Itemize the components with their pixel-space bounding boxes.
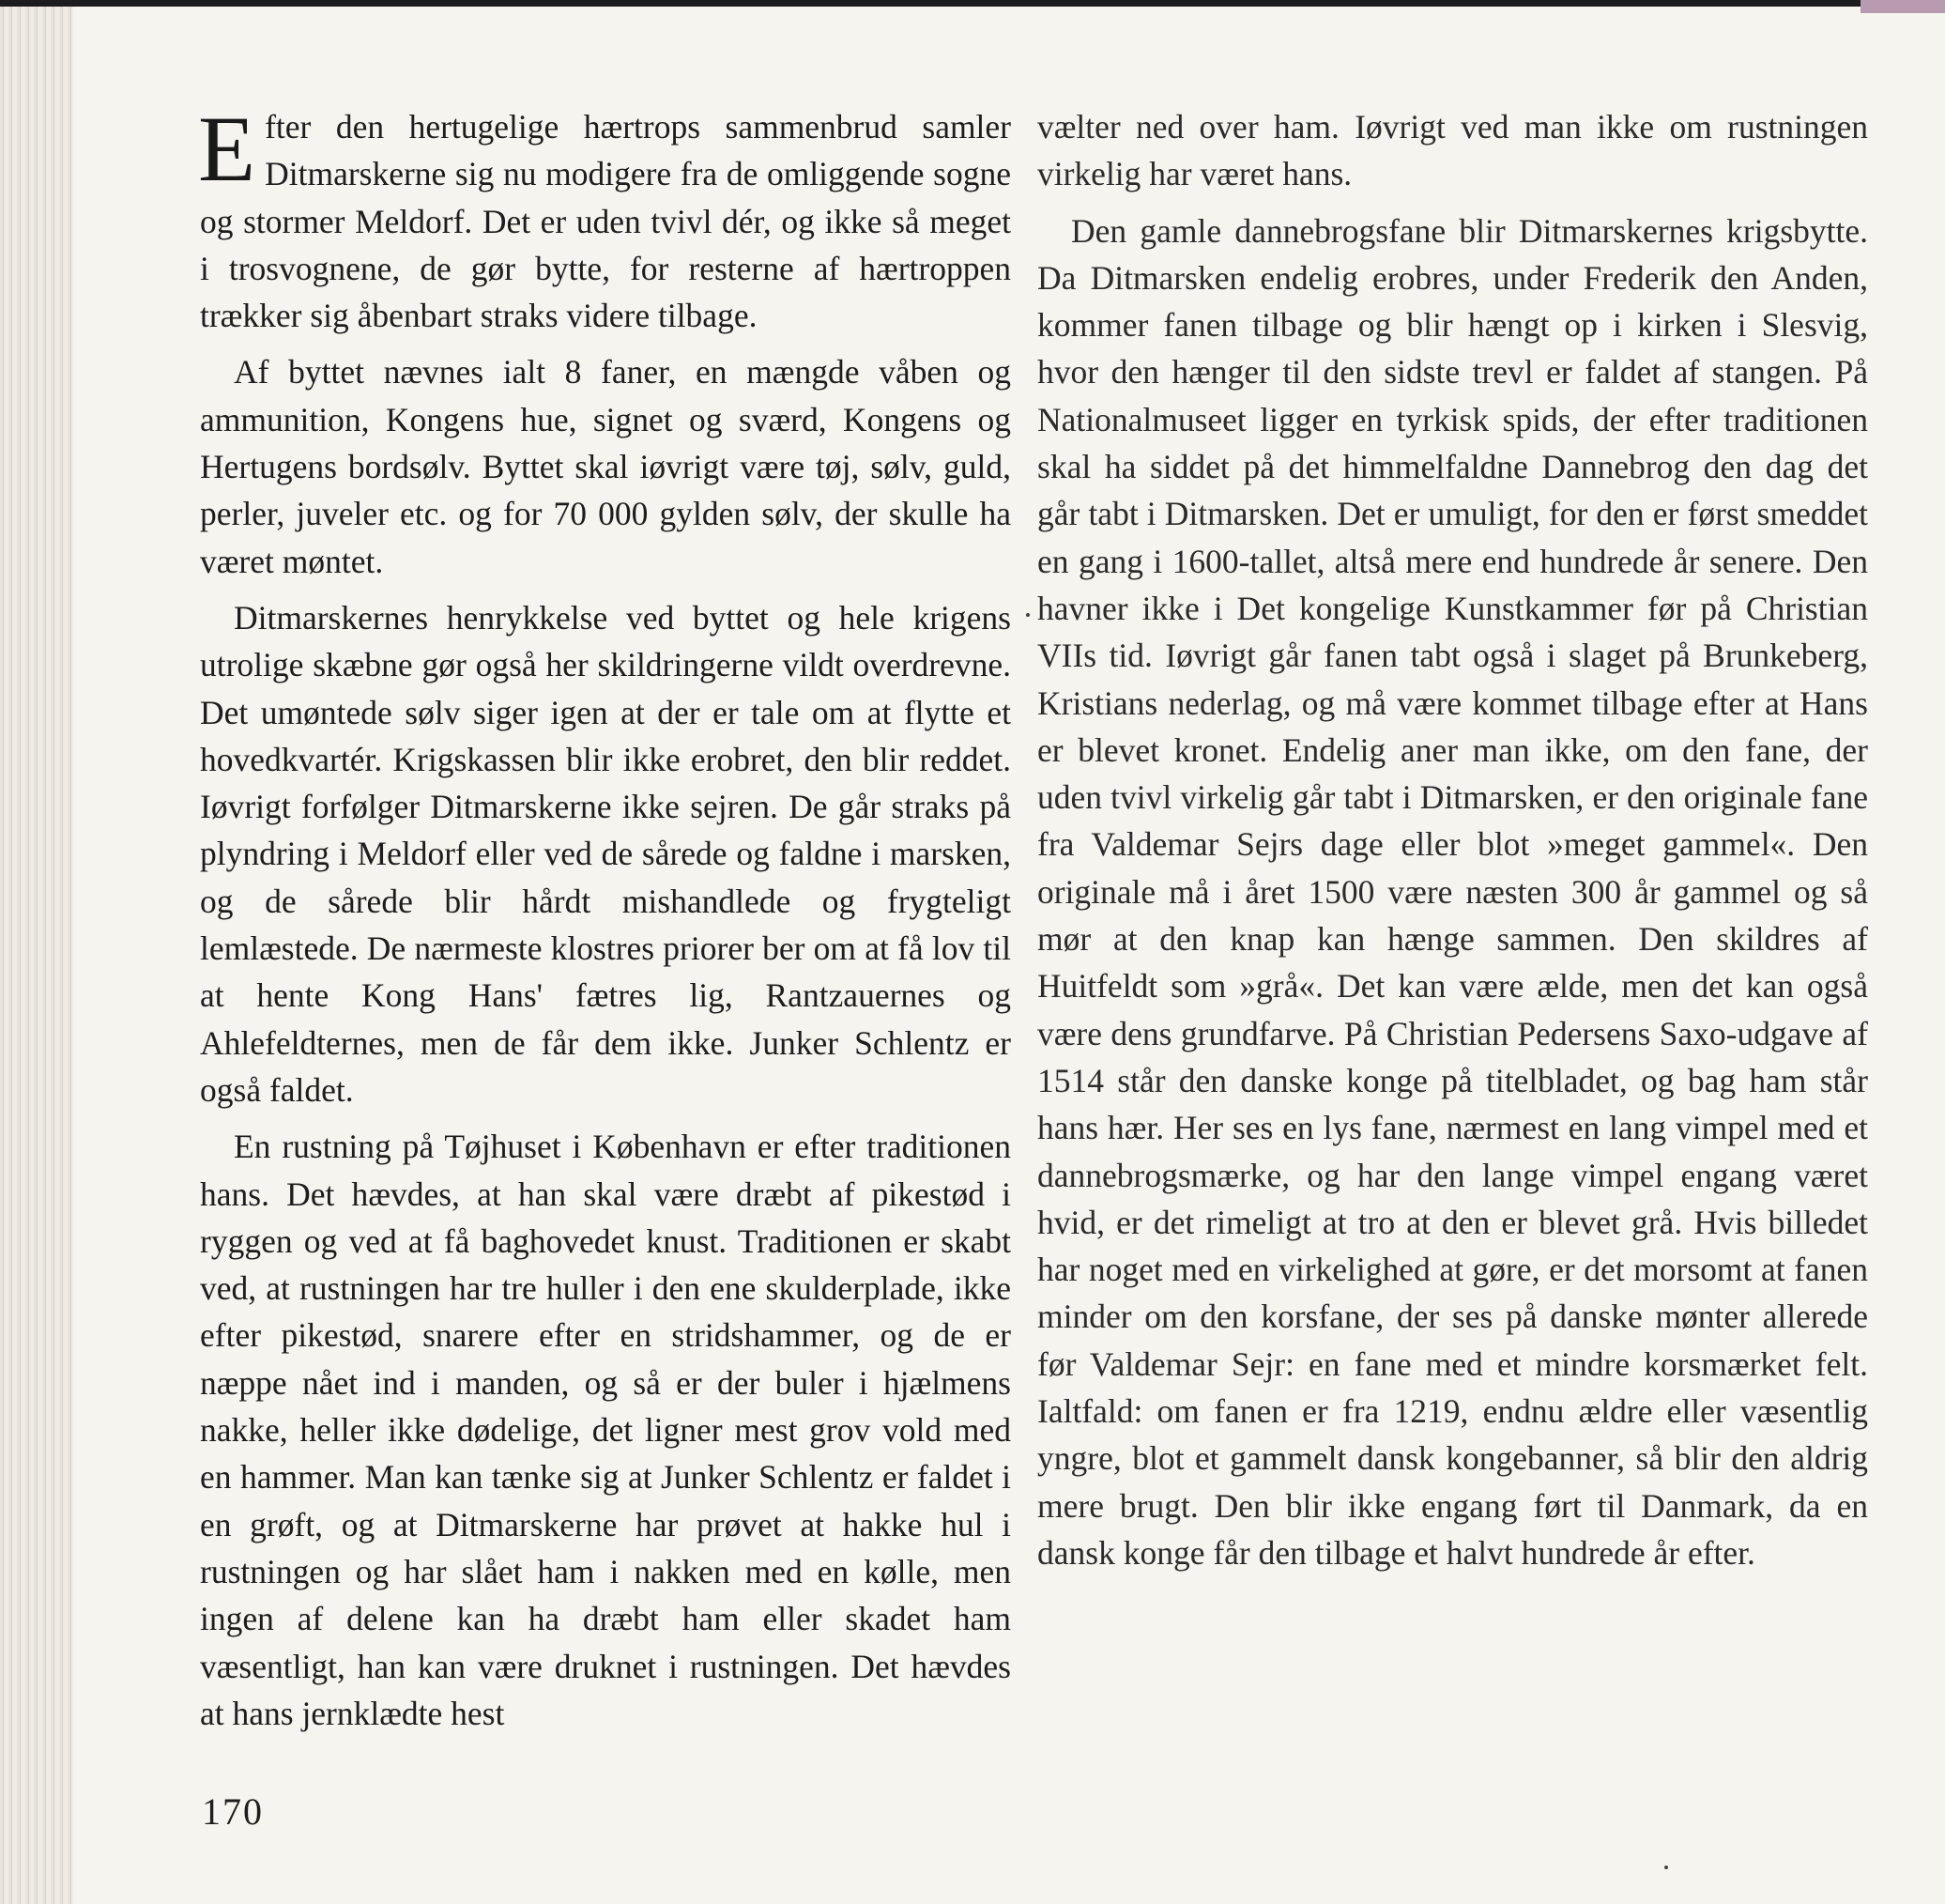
paragraph: Den gamle dannebrogsfane blir Ditmarskernes krigsbytte. Da Ditmarsken endelig erobres, under Frederik den Anden, kommer fanen tilbage og blir hængt op i kirken i Slesvig, hvor den hænger til den sidste trevl er faldet af stangen. På Nationalmuseet ligger en tyrkisk spids, der efter traditionen skal ha siddet på det himmelfaldne Dannebrog den dag det går tabt i Ditmarsken. Det er umuligt, for den er først smeddet en gang i 1600-tallet, altså mere end hundrede år senere. Den havner ikke i Det kongelige Kunstkammer før på Christian VIIs tid. Iøvrigt går fanen tabt også i slaget på Brunkeberg, Kristians nederlag, og må være kommet tilbage efter at Hans er blevet kronet. Endelig aner man ikke, om den fane, der uden tvivl virkelig går tabt i Ditmarsken, er den originale fane fra Valdemar Sejrs dage eller blot »meget gammel«. Den originale må i året 1500 være næsten 300 år gammel og så mør at den knap kan hænge sammen. Den skildres af Huitfeldt som »grå«. Det kan være ælde, men det kan også være dens grundfarve. På Christian Pedersens Saxo-udgave af 1514 står den danske konge på titelbladet, og bag ham står hans hær. Her ses en lys fane, nærmest en lang vimpel med et dannebrogsmærke, og har den lange vimpel engang været hvid, er det rimeligt at tro at den er blevet grå. Hvis billedet har noget med en virkelighed at gøre, er det morsomt at fanen minder om den korsfane, der ses på danske mønter allerede før Valdemar Sejr: en fane med et mindre korsmærket felt. Ialtfald: om fanen er fra 1219, endnu ældre eller væsentlig yngre, blot et gammelt dansk kongebanner, så blir den aldrig mere brugt. Den blir ikke engang ført til Danmark, da en dansk konge får den tilbage et halvt hundrede år efter.	[1037, 211, 1868, 1572]
page-number: 170	[202, 1790, 264, 1833]
paragraph: Af byttet nævnes ialt 8 faner, en mængde våben og ammunition, Kongens hue, signet og sværd, Kongens og Hertugens bordsølv. Byttet skal iøvrigt være tøj, sølv, guld, perler, juveler etc. og for 70 000 gylden sølv, der skulle ha været møntet.	[200, 353, 1011, 580]
left-column	[198, 97, 1011, 1746]
print-speck	[1026, 613, 1030, 617]
print-speck	[1664, 1866, 1668, 1869]
paragraph-text: fter den hertugelige hærtrops sammenbrud samler Ditmarskerne sig nu modigere fra de omliggende sogne og stormer Meldorf. Det er uden tvivl dér, og ikke så meget i trosvognene, de gør bytte, for resterne af hærtroppen trækker sig åbenbart straks videre tilbage.	[200, 108, 1011, 335]
paragraph: vælter ned over ham. Iøvrigt ved man ikke om rustningen virkelig har været hans.	[1037, 108, 1868, 193]
drop-cap: E	[198, 97, 256, 201]
page-edges	[0, 0, 73, 1904]
paragraph: En rustning på Tøjhuset i København er efter traditionen hans. Det hævdes, at han skal være dræbt af pikestød i ryggen og ved at få baghovedet knust. Traditionen er skabt ved, at rustningen har tre huller i den ene skulderplade, ikke efter pikestød, snarere efter en stridshammer, og de er næppe nået ind i manden, og så er der buler i hjælmens nakke, heller ikke dødelige, det ligner mest grov vold med en hammer. Man kan tænke sig at Junker Schlentz er faldet i en grøft, og at Ditmarskerne har prøvet at hakke hul i rustningen og har slået ham i nakken med en kølle, men ingen af delene kan ha dræbt ham eller skadet ham væsentligt, han kan være druknet i rustningen. Det hævdes at hans jernklædte hest	[200, 1128, 1011, 1732]
scan-top-border	[0, 0, 1945, 7]
paragraph: Ditmarskernes henrykkelse ved byttet og hele krigens utrolige skæbne gør også her skildringerne vildt overdrevne. Det umøntede sølv siger igen at der er tale om at flytte et hovedkvartér. Krigskassen blir ikke erobret, den blir reddet. Iøvrigt forfølger Ditmarskerne ikke sejren. De går straks på plyndring i Meldorf eller ved de sårede og faldne i marsken, og de sårede blir hårdt mishandlede og frygteligt lemlæstede. De nærmeste klostres priorer ber om at få lov til at hente Kong Hans' fætres lig, Rantzauernes og Ahlefeldternes, men de får dem ikke. Junker Schlentz er også faldet.	[200, 598, 1011, 1109]
scan-corner-accent	[1861, 0, 1945, 13]
paragraph	[198, 97, 1011, 339]
right-column	[1037, 103, 1868, 1586]
